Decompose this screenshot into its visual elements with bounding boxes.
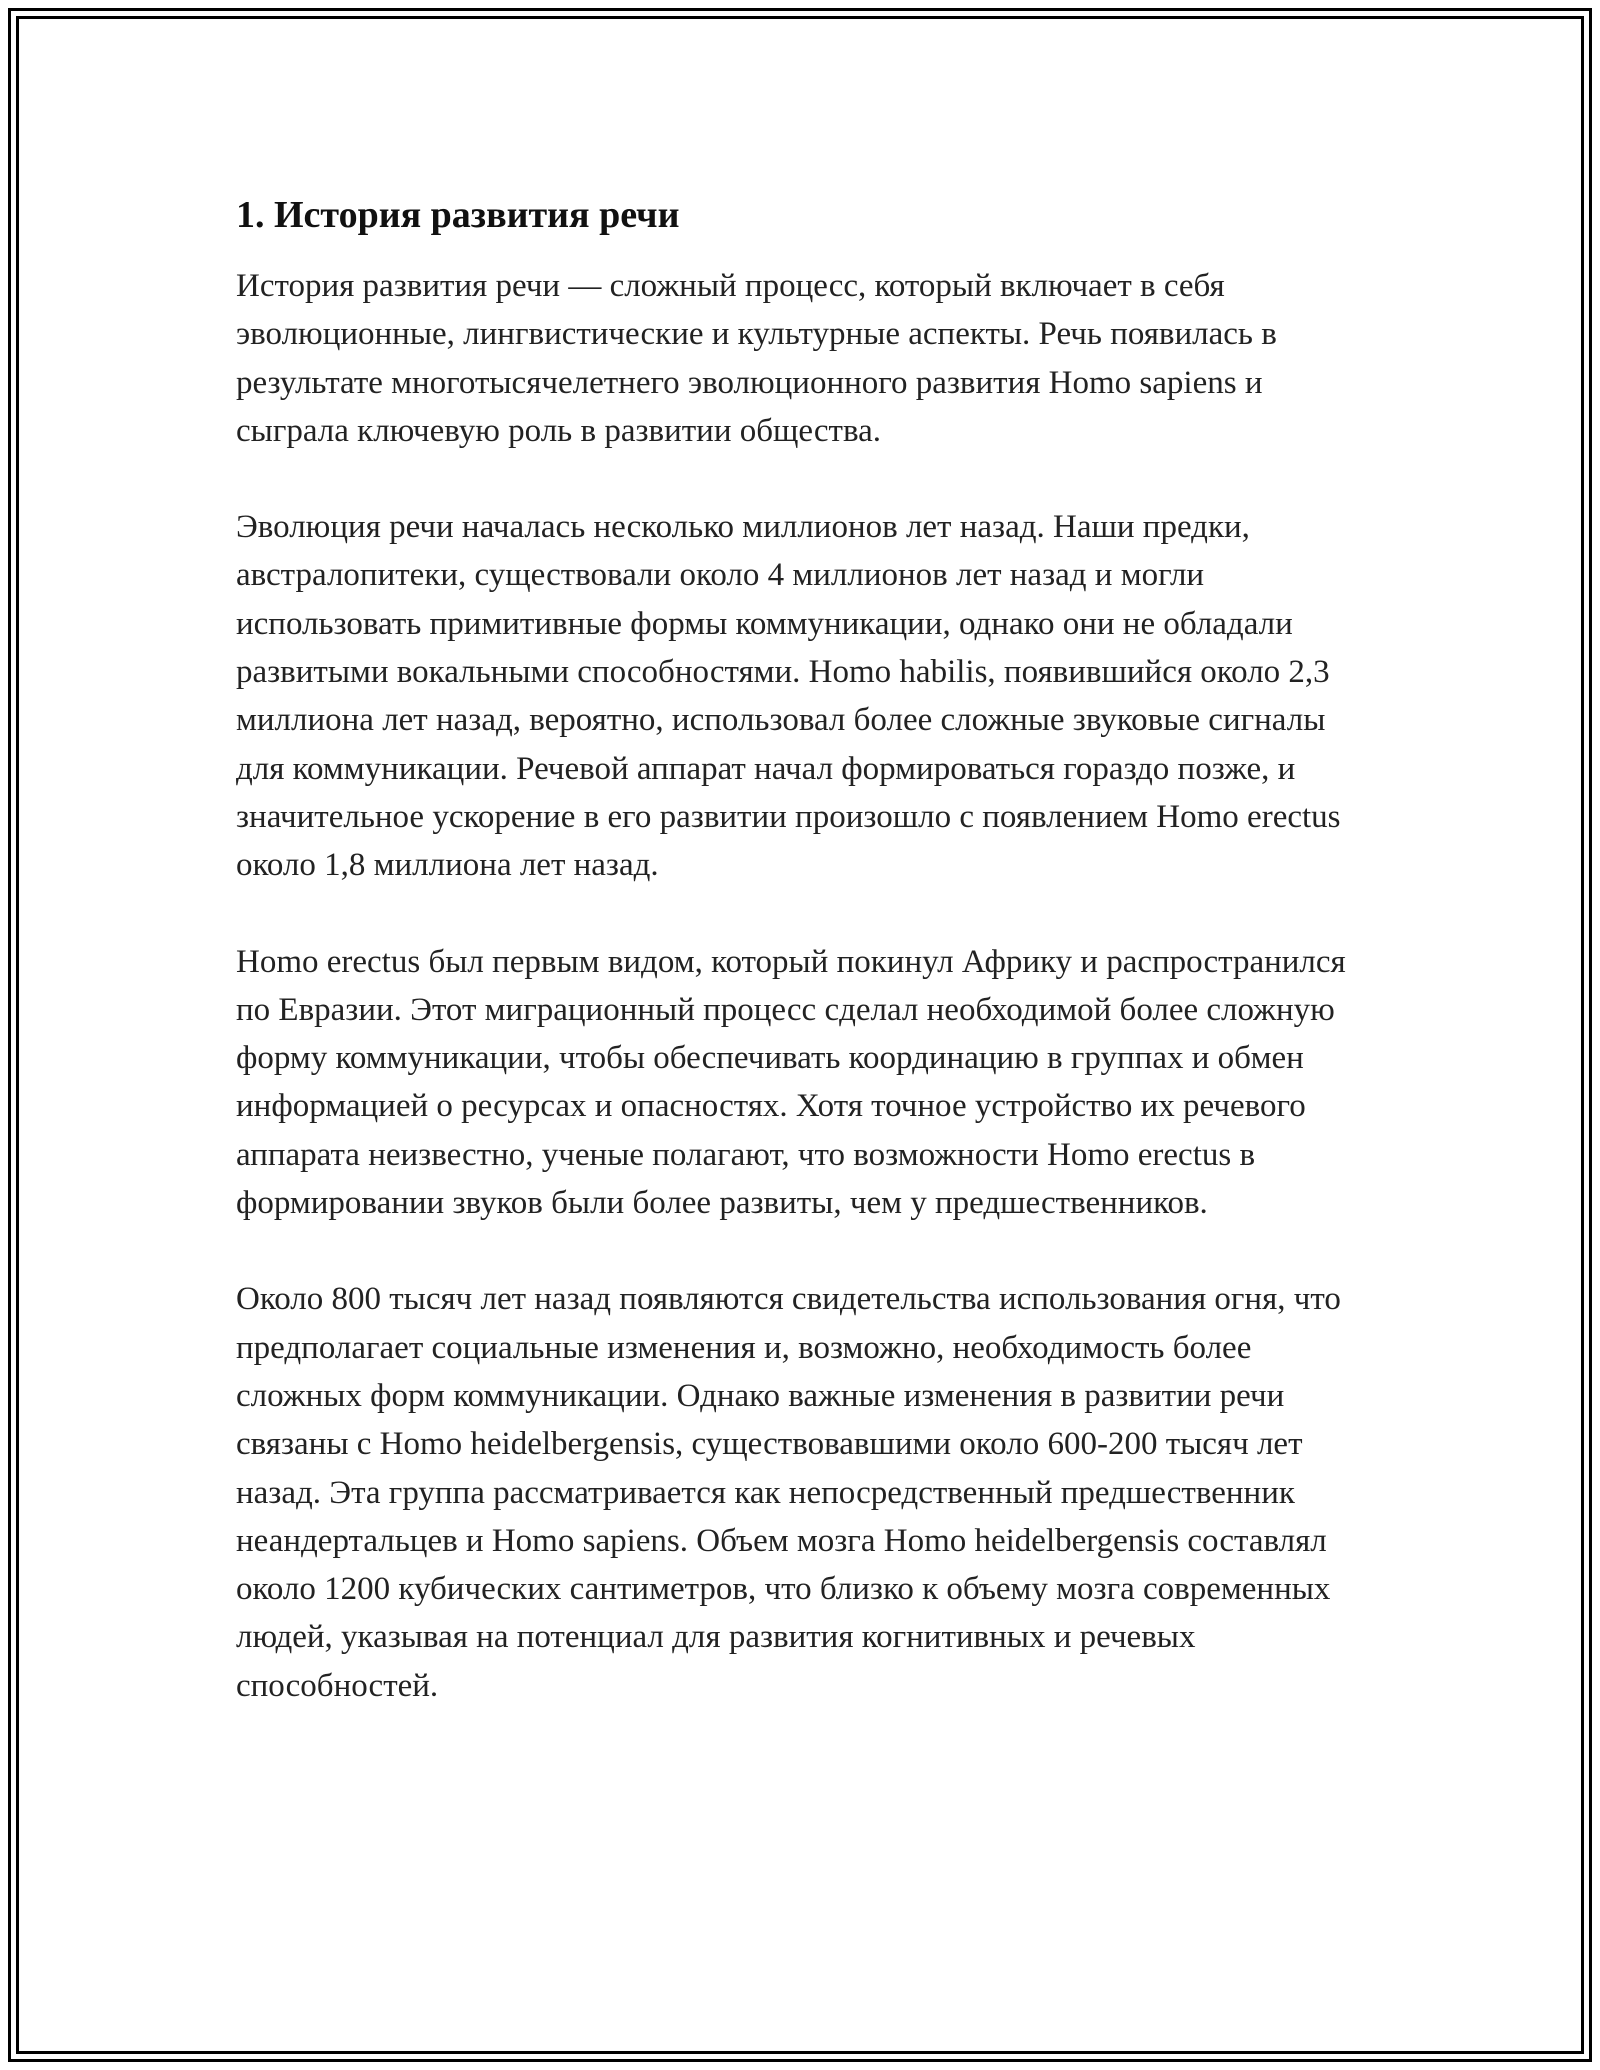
paragraph-evolution: Эволюция речи началась несколько миллионов лет назад. Наши предки, австралопитеки, существовали около 4 миллионов лет назад и могли использовать примитивные формы коммуникации, однако они не обладали развитыми вокальными способностями. Homo habilis, появившийся около 2,3 миллиона лет назад, вероятно, использовал более сложные звуковые сигналы для коммуникации. Речевой аппарат начал формироваться гораздо позже, и значительное ускорение в его развитии произошло с появлением Homo erectus около 1,8 миллиона лет назад. <box>236 509 1341 884</box>
document-body <box>236 190 1376 1758</box>
paragraph-intro: История развития речи — сложный процесс, который включает в себя эволюционные, лингвистические и культурные аспекты. Речь появилась в результате многотысячелетнего эволюционного развития Homo sapiens и сыграла ключевую роль в развитии общества. <box>236 268 1277 449</box>
paragraph-homo-heidelbergensis: Около 800 тысяч лет назад появляются свидетельства использования огня, что предполагает социальные изменения и, возможно, необходимость более сложных форм коммуникации. Однако важные изменения в развитии речи связаны с Homo heidelbergensis, существовавшими около 600-200 тысяч лет назад. Эта группа рассматривается как непосредственный предшественник неандертальцев и Homo sapiens. Объем мозга Homo heidelbergensis составлял около 1200 кубических сантиметров, что близко к объему мозга современных людей, указывая на потенциал для развития когнитивных и речевых способностей. <box>236 1281 1341 1704</box>
paragraph-homo-erectus: Homo erectus был первым видом, который покинул Африку и распространился по Евразии. Этот миграционный процесс сделал необходимой более сложную форму коммуникации, чтобы обеспечивать координацию в группах и обмен информацией о ресурсах и опасностях. Хотя точное устройство их речевого аппарата неизвестно, ученые полагают, что возможности Homo erectus в формировании звуков были более развиты, чем у предшественников. <box>236 943 1346 1222</box>
section-heading: 1. История развития речи <box>236 194 680 236</box>
